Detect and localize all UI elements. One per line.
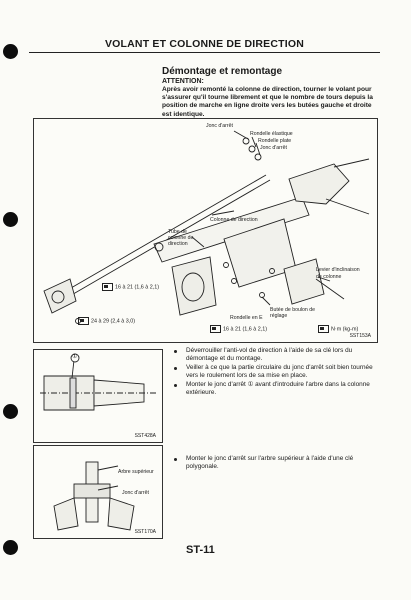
torque-value: 16 à 21 (1,6 à 2,1) bbox=[102, 283, 159, 291]
instruction-list-2 bbox=[172, 455, 377, 472]
figure-1 bbox=[33, 349, 163, 443]
figure-code: SST170A bbox=[134, 529, 156, 535]
label-butee: Butée de boulon de réglage bbox=[270, 307, 315, 319]
label-rondelle-elastique: Rondelle élastique bbox=[250, 131, 293, 137]
list-item: Monter le jonc d'arrêt ① avant d'introduire l'arbre dans la colonne extérieure. bbox=[172, 381, 377, 397]
torque-value: 24 à 29 (2,4 à 3,0) bbox=[78, 317, 135, 325]
header-rule bbox=[29, 52, 380, 53]
label-levier-1: Levier d'inclinaison bbox=[316, 267, 360, 273]
label-jonc-arret: Jonc d'arrêt bbox=[206, 123, 233, 129]
attention-label: ATTENTION: bbox=[162, 78, 204, 85]
label-levier-2: de colonne bbox=[316, 274, 342, 280]
torque-value: 16 à 21 (1,6 à 2,1) bbox=[210, 325, 267, 333]
label-jonc-arret-2: Jonc d'arrêt bbox=[260, 145, 287, 151]
list-item: Monter le jonc d'arrêt sur l'arbre supérieur à l'aide d'une clé polygonale. bbox=[172, 455, 377, 471]
figure-code: SST153A bbox=[349, 333, 371, 339]
torque-legend: N·m (kg-m) bbox=[318, 325, 358, 333]
label-jonc-arret-fig2: Jonc d'arrêt bbox=[122, 490, 149, 496]
list-item: Veiller à ce que la partie circulaire du jonc d'arrêt soit bien tournée vers le roulement lors de sa mise en place. bbox=[172, 364, 377, 380]
label-tube: Tube de colonne de direction bbox=[168, 229, 194, 247]
binder-hole bbox=[3, 44, 18, 59]
label-arbre-superieur: Arbre supérieur bbox=[118, 469, 154, 475]
binder-hole bbox=[3, 212, 18, 227]
figure-code: SST428A bbox=[134, 433, 156, 439]
figure-1-drawing bbox=[34, 350, 162, 442]
label-rondelle-plate: Rondelle plate bbox=[258, 138, 292, 144]
page-header-title: VOLANT ET COLONNE DE DIRECTION bbox=[104, 38, 305, 50]
page-number: ST-11 bbox=[186, 544, 215, 556]
section-heading: Démontage et remontage bbox=[162, 66, 283, 77]
list-item: Déverrouiller l'anti-vol de direction à l'aide de sa clé lors du démontage et du montage. bbox=[172, 347, 377, 363]
binder-hole bbox=[3, 404, 18, 419]
label-colonne: Colonne de direction bbox=[210, 217, 258, 223]
binder-hole bbox=[3, 540, 18, 555]
figure-2 bbox=[33, 445, 163, 539]
exploded-view-diagram bbox=[33, 118, 378, 343]
instruction-list bbox=[172, 347, 377, 398]
label-rondelle-e: Rondelle en E bbox=[230, 315, 263, 321]
attention-text: Après avoir remonté la colonne de direction, tourner le volant pour s'assurer qu'il tourne librement et que le nombre de tours depuis la position de marche en ligne droite vers les butées gauche et droite est identique. bbox=[162, 86, 373, 118]
callout-1: ① bbox=[72, 354, 78, 360]
